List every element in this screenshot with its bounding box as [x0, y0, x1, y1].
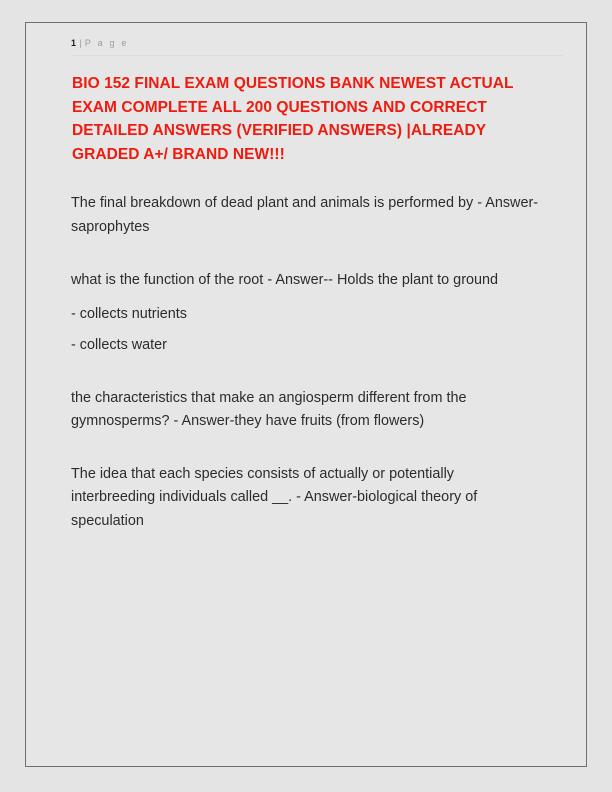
qa-block [71, 387, 541, 434]
qa-text: The final breakdown of dead plant and animals is performed by - Answer-saprophytes [71, 195, 539, 235]
qa-text: the characteristics that make an angiosperm different from the gymnosperms? - Answer-they have fruits (from flowers) [71, 389, 467, 429]
page-number: 1 [71, 38, 77, 48]
running-header [71, 23, 564, 49]
qa-list [71, 192, 564, 533]
document-content-area [71, 23, 564, 766]
qa-text: what is the function of the root - Answer-- Holds the plant to ground [71, 272, 499, 288]
header-divider [71, 55, 563, 56]
document-title: BIO 152 FINAL EXAM QUESTIONS BANK NEWEST ACTUAL EXAM COMPLETE ALL 200 QUESTIONS AND CORRECT DETAILED ANSWERS (VERIFIED ANSWERS) |ALREADY GRADED A+/ BRAND NEW!!! [72, 75, 514, 163]
page-label: P a g e [84, 38, 129, 48]
qa-bullet-list [71, 303, 541, 358]
qa-bullet-item: - collects nutrients [71, 305, 187, 322]
qa-block [71, 269, 541, 358]
qa-block [71, 192, 541, 239]
header-separator: | [79, 38, 82, 48]
qa-text: The idea that each species consists of actually or potentially interbreeding individuals called __. - Answer-biological theory of speculation [71, 465, 478, 529]
document-page [25, 22, 587, 767]
qa-block [71, 463, 541, 534]
qa-bullet-item: - collects water [71, 337, 167, 353]
